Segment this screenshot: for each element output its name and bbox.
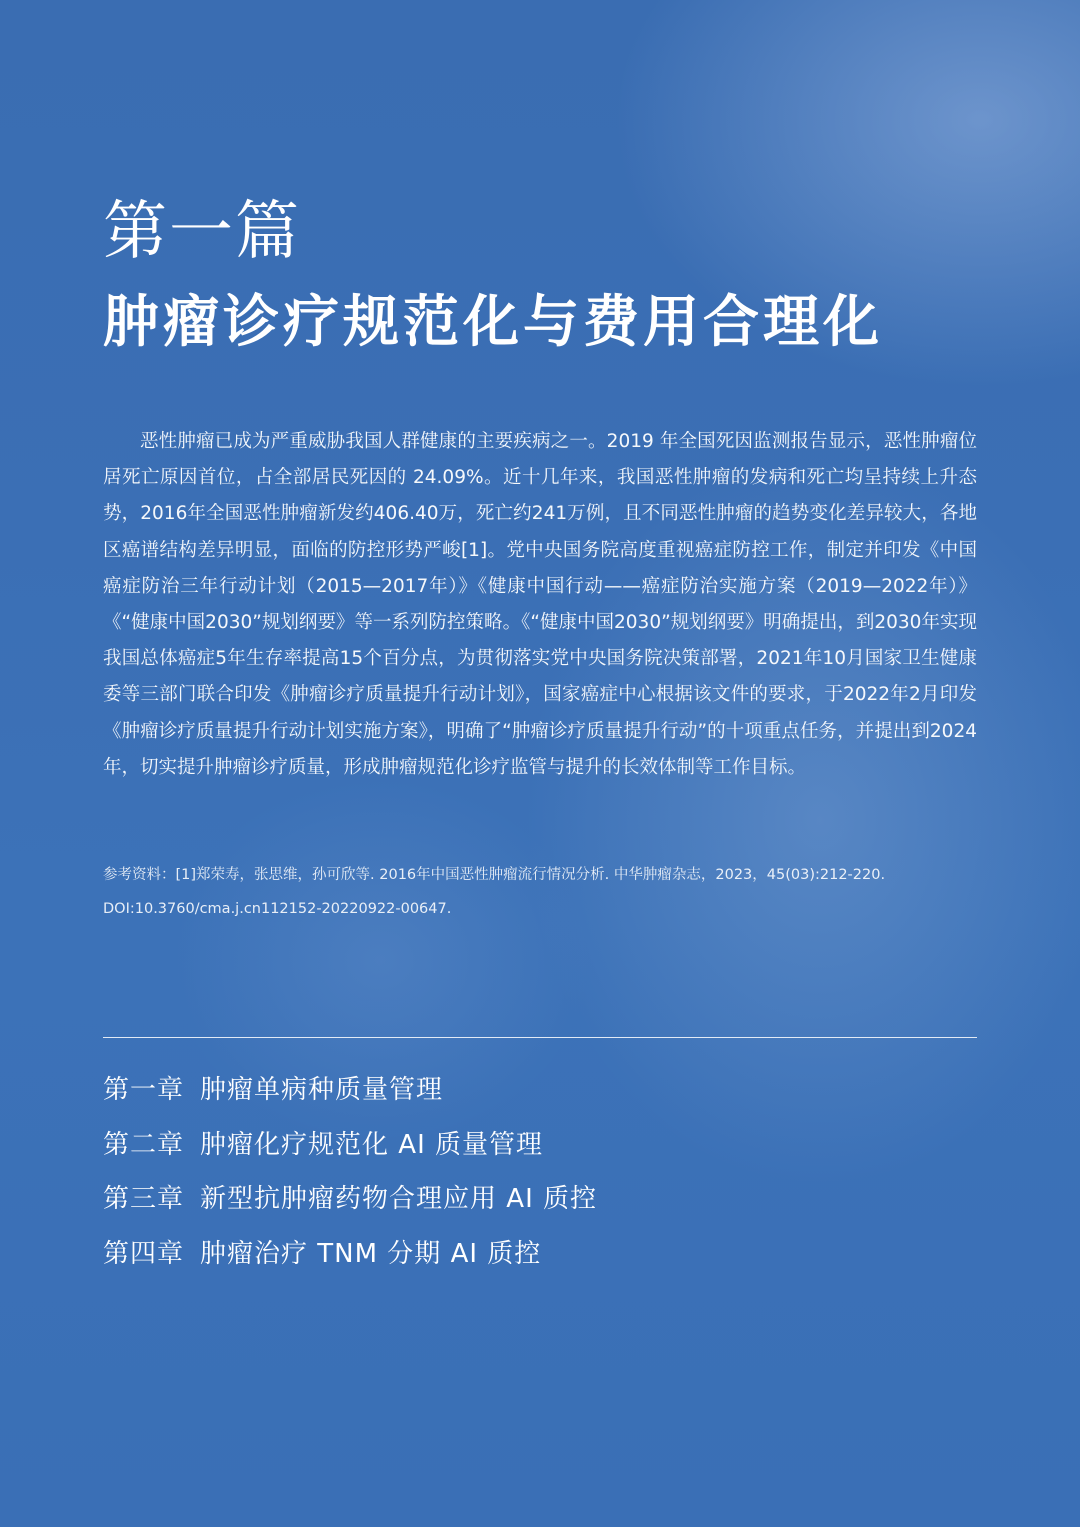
chapter-list xyxy=(103,1068,597,1286)
chapter-item-3 xyxy=(103,1177,597,1232)
chapter-number: 第二章 xyxy=(103,1129,185,1160)
chapter-number: 第一章 xyxy=(103,1075,185,1105)
reference-note xyxy=(103,858,977,926)
chapter-number: 第三章 xyxy=(103,1184,185,1214)
reference-line-1: 参考资料：[1]郑荣寿，张思维，孙可欣等. 2016年中国恶性肿瘤流行情况分析. 中华肿瘤杂志，2023，45(03):212-220. xyxy=(103,867,886,883)
chapter-title: 肿瘤单病种质量管理 xyxy=(200,1075,444,1105)
chapter-item-1 xyxy=(103,1068,597,1123)
chapter-title: 新型抗肿瘤药物合理应用 AI 质控 xyxy=(200,1184,597,1214)
chapter-item-4 xyxy=(103,1232,597,1287)
reference-line-2: DOI:10.3760/cma.j.cn112152-20220922-00647. xyxy=(103,901,452,917)
chapter-title: 肿瘤治疗 TNM 分期 AI 质控 xyxy=(200,1238,542,1269)
chapter-number: 第四章 xyxy=(103,1238,185,1269)
intro-paragraph: 恶性肿瘤已成为严重威胁我国人群健康的主要疾病之一。2019 年全国死因监测报告显示，恶性肿瘤位居死亡原因首位，占全部居民死因的 24.09%。近十几年来，我国恶性肿瘤的发病和死亡均呈持续上升态势，2016年全国恶性肿瘤新发约406.40万，死亡约241万例，且不同恶性肿瘤的趋势变化差异较大，各地区癌谱结构差异明显，面临的防控形势严峻[1]。党中央国务院高度重视癌症防控工作，制定并印发《中国癌症防治三年行动计划（2015—2017年）》《健康中国行动——癌症防治实施方案（2019—2022年）》《“健康中国2030”规划纲要》等一系列防控策略。《“健康中国2030”规划纲要》明确提出，到2030年实现我国总体癌症5年生存率提高15个百分点，为贯彻落实党中央国务院决策部署，2021年10月国家卫生健康委等三部门联合印发《肿瘤诊疗质量提升行动计划》，国家癌症中心根据该文件的要求，于2022年2月印发《肿瘤诊疗质量提升行动计划实施方案》，明确了“肿瘤诊疗质量提升行动”的十项重点任务，并提出到2024年，切实提升肿瘤诊疗质量，形成肿瘤规范化诊疗监管与提升的长效体制等工作目标。 xyxy=(103,431,977,778)
chapter-item-2 xyxy=(103,1123,597,1178)
chapter-title: 肿瘤化疗规范化 AI 质量管理 xyxy=(200,1129,543,1160)
part-title: 肿瘤诊疗规范化与费用合理化 xyxy=(103,290,883,355)
section-divider xyxy=(103,1037,977,1038)
part-label: 第一篇 xyxy=(103,195,301,269)
